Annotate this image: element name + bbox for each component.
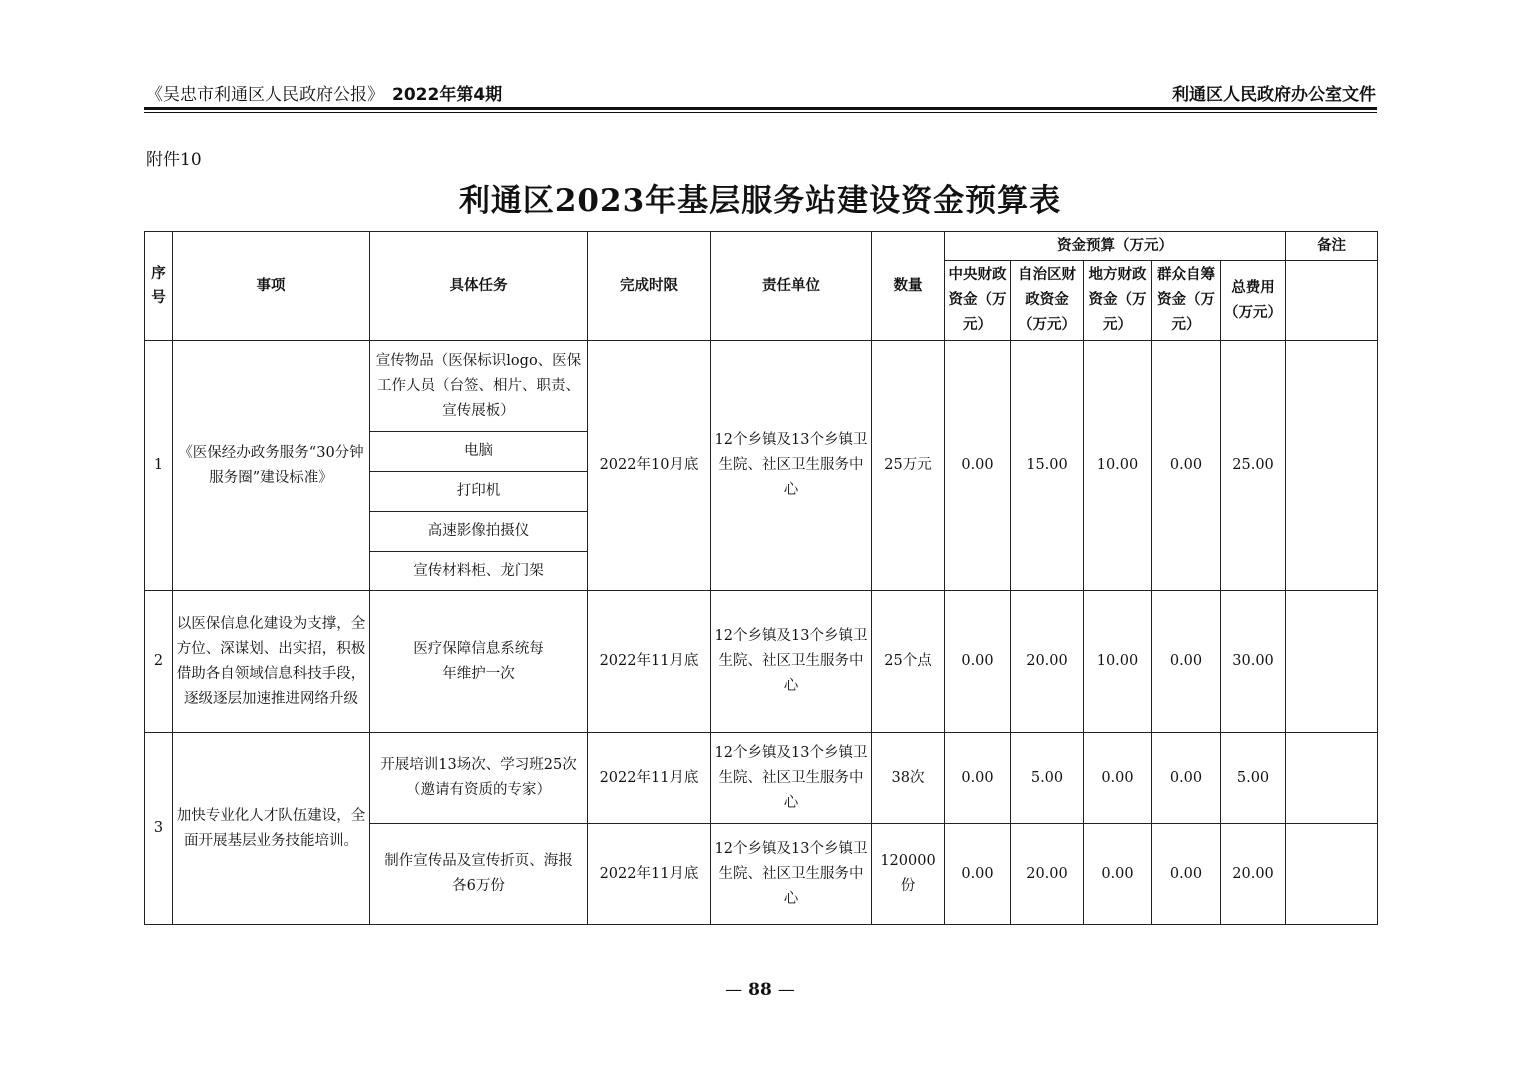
row-seq: 3 xyxy=(145,733,173,925)
dash-left: — xyxy=(725,980,743,1000)
col-mass-header: 群众自筹资金（万元） xyxy=(1152,261,1221,341)
row-local: 0.00 xyxy=(1084,824,1152,925)
row-deadline: 2022年11月底 xyxy=(588,591,711,733)
row-remark xyxy=(1286,591,1378,733)
col-remark-header: 备注 xyxy=(1286,232,1378,261)
header-rule-thin xyxy=(144,112,1377,113)
attachment-label: 附件10 xyxy=(146,150,202,170)
budget-table xyxy=(144,231,1378,925)
row-unit: 12个乡镇及13个乡镇卫生院、社区卫生服务中心 xyxy=(711,591,872,733)
page-footer xyxy=(0,980,1520,1000)
col-task-header: 具体任务 xyxy=(370,232,588,341)
row-remark xyxy=(1286,733,1378,824)
col-deadline-header: 完成时限 xyxy=(588,232,711,341)
row-mass: 0.00 xyxy=(1152,591,1221,733)
office-header: 利通区人民政府办公室文件 xyxy=(1172,85,1376,105)
row-region: 5.00 xyxy=(1011,733,1084,824)
row-unit: 12个乡镇及13个乡镇卫生院、社区卫生服务中心 xyxy=(711,733,872,824)
header-row-1 xyxy=(145,232,1378,261)
row-qty: 120000份 xyxy=(872,824,945,925)
row-central: 0.00 xyxy=(945,591,1011,733)
dash-right: — xyxy=(777,980,795,1000)
col-unit-header: 责任单位 xyxy=(711,232,872,341)
page-number: 88 xyxy=(748,980,772,1000)
row-qty: 38次 xyxy=(872,733,945,824)
row-central: 0.00 xyxy=(945,824,1011,925)
row-deadline: 2022年11月底 xyxy=(588,824,711,925)
remark-header-blank xyxy=(1286,261,1378,341)
row-task: 医疗保障信息系统每年维护一次 xyxy=(370,591,588,733)
row-task: 电脑 xyxy=(370,432,588,472)
row-local: 0.00 xyxy=(1084,733,1152,824)
row-task: 高速影像拍摄仪 xyxy=(370,512,588,552)
row-total: 5.00 xyxy=(1221,733,1286,824)
journal-name: 《吴忠市利通区人民政府公报》 xyxy=(146,85,384,105)
col-total-header: 总费用（万元） xyxy=(1221,261,1286,341)
row-central: 0.00 xyxy=(945,341,1011,591)
header-rule-thick xyxy=(144,107,1377,110)
row-total: 25.00 xyxy=(1221,341,1286,591)
col-qty-header: 数量 xyxy=(872,232,945,341)
col-seq-header: 序号 xyxy=(145,232,173,341)
row-task: 开展培训13场次、学习班25次（邀请有资质的专家） xyxy=(370,733,588,824)
row-central: 0.00 xyxy=(945,733,1011,824)
row-local: 10.00 xyxy=(1084,341,1152,591)
page-title: 利通区2023年基层服务站建设资金预算表 xyxy=(458,183,1062,219)
row-seq: 2 xyxy=(145,591,173,733)
row-total: 30.00 xyxy=(1221,591,1286,733)
col-local-header: 地方财政资金（万元） xyxy=(1084,261,1152,341)
row-total: 20.00 xyxy=(1221,824,1286,925)
row-region: 15.00 xyxy=(1011,341,1084,591)
row-region: 20.00 xyxy=(1011,591,1084,733)
col-budget-group-header: 资金预算（万元） xyxy=(945,232,1286,261)
row-local: 10.00 xyxy=(1084,591,1152,733)
row-seq: 1 xyxy=(145,341,173,591)
table-row xyxy=(145,591,1378,733)
row-qty: 25个点 xyxy=(872,591,945,733)
table-row xyxy=(145,341,1378,432)
row-mass: 0.00 xyxy=(1152,733,1221,824)
col-region-header: 自治区财政资金（万元） xyxy=(1011,261,1084,341)
journal-header xyxy=(146,80,502,105)
row-task: 制作宣传品及宣传折页、海报各6万份 xyxy=(370,824,588,925)
row-item: 加快专业化人才队伍建设，全面开展基层业务技能培训。 xyxy=(173,733,370,925)
row-task: 宣传材料柜、龙门架 xyxy=(370,552,588,591)
row-remark xyxy=(1286,341,1378,591)
row-deadline: 2022年10月底 xyxy=(588,341,711,591)
row-task: 打印机 xyxy=(370,472,588,512)
row-qty: 25万元 xyxy=(872,341,945,591)
row-region: 20.00 xyxy=(1011,824,1084,925)
issue-number: 2022年第4期 xyxy=(392,85,503,105)
table-row xyxy=(145,733,1378,824)
row-remark xyxy=(1286,824,1378,925)
row-deadline: 2022年11月底 xyxy=(588,733,711,824)
row-item: 《医保经办政务服务“30分钟服务圈”建设标准》 xyxy=(173,341,370,591)
row-unit: 12个乡镇及13个乡镇卫生院、社区卫生服务中心 xyxy=(711,341,872,591)
row-mass: 0.00 xyxy=(1152,824,1221,925)
col-central-header: 中央财政资金（万元） xyxy=(945,261,1011,341)
col-item-header: 事项 xyxy=(173,232,370,341)
row-item: 以医保信息化建设为支撑，全方位、深谋划、出实招，积极借助各自领域信息科技手段，逐级逐层加速推进网络升级 xyxy=(173,591,370,733)
row-unit: 12个乡镇及13个乡镇卫生院、社区卫生服务中心 xyxy=(711,824,872,925)
row-task: 宣传物品（医保标识logo、医保工作人员（台签、相片、职责、宣传展板） xyxy=(370,341,588,432)
row-mass: 0.00 xyxy=(1152,341,1221,591)
